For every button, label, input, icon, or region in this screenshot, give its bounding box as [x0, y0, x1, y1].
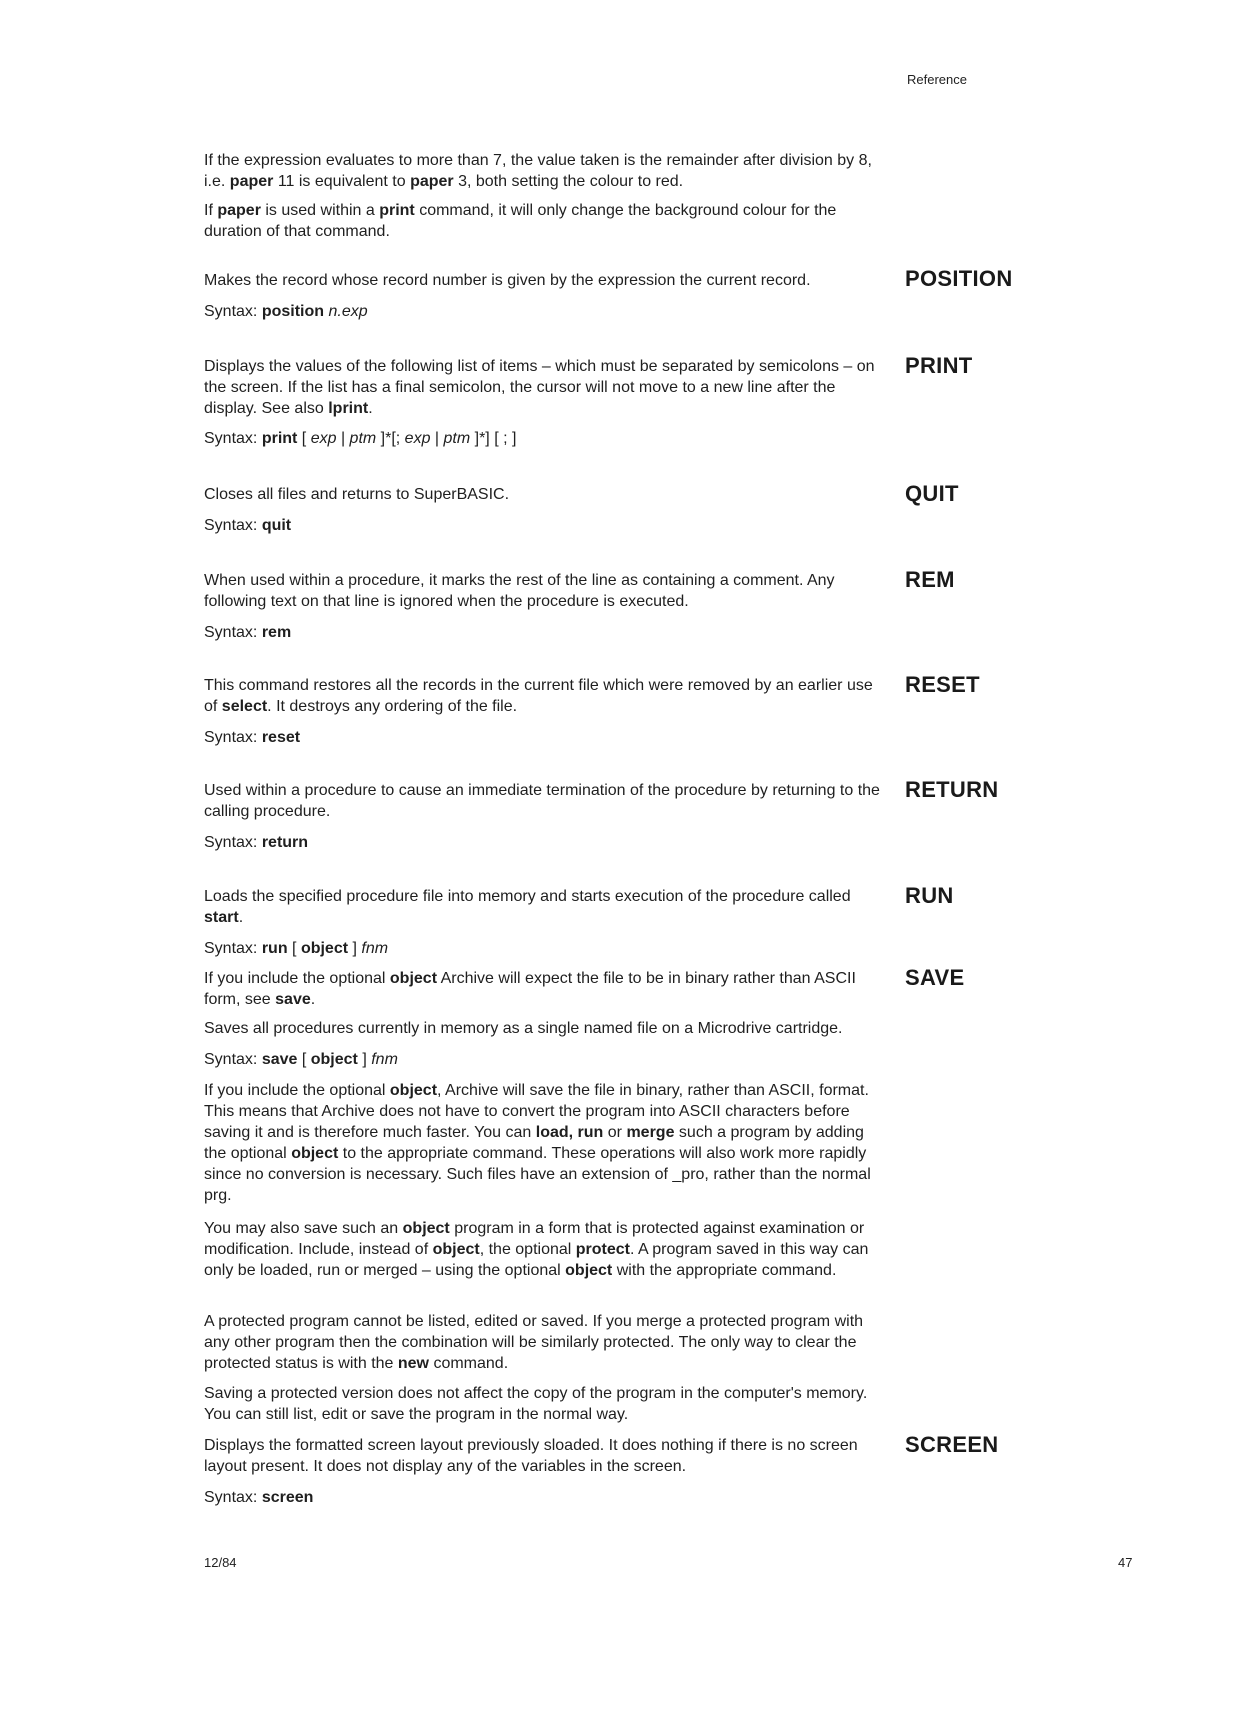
save-paragraph-2: You may also save such an object program in a form that is protected against examination or modification. Include, instead of object, the optional protect. A program saved in this way can only be loaded, run or merged – using the optional object with the appropriate command.: [204, 1220, 869, 1279]
run-object-note: If you include the optional object Archive will expect the file to be in binary rather than ASCII form, see save.: [204, 970, 856, 1008]
save-paragraph-4: Saving a protected version does not affect the copy of the program in the computer's memory. You can still list, edit or save the program in the normal way.: [204, 1385, 868, 1423]
position-syntax: Syntax: position n.exp: [204, 303, 368, 320]
screen-description: Displays the formatted screen layout previously sloaded. It does nothing if there is no screen layout present. It does not display any of the variables in the screen.: [204, 1437, 858, 1475]
keyword-quit: QUIT: [905, 481, 959, 506]
reset-syntax: Syntax: reset: [204, 729, 301, 746]
reset-description: This command restores all the records in the current file which were removed by an earlier use of select. It destroys any ordering of the file.: [204, 677, 873, 715]
screen-syntax: Syntax: screen: [204, 1489, 314, 1506]
return-syntax: Syntax: return: [204, 834, 309, 851]
keyword-run: RUN: [905, 883, 954, 908]
print-description: Displays the values of the following list of items – which must be separated by semicolons – on the screen. If the list has a final semicolon, the cursor will not move to a new line after the display. See also lprint.: [204, 358, 875, 417]
run-description: Loads the specified procedure file into memory and starts execution of the procedure called start.: [204, 888, 851, 926]
save-paragraph-3: A protected program cannot be listed, edited or saved. If you merge a protected program with any other program then the combination will be similarly protected. The only way to clear the protected status is with the new command.: [204, 1313, 864, 1372]
quit-syntax: Syntax: quit: [204, 517, 292, 534]
keyword-screen: SCREEN: [905, 1432, 999, 1457]
keyword-print: PRINT: [905, 353, 973, 378]
run-syntax: Syntax: run [ object ] fnm: [204, 940, 389, 957]
keyword-position: POSITION: [905, 266, 1013, 291]
keyword-return: RETURN: [905, 777, 999, 802]
rem-syntax: Syntax: rem: [204, 624, 292, 641]
keyword-reset: RESET: [905, 672, 980, 697]
return-description: Used within a procedure to cause an immediate termination of the procedure by returning to the calling procedure.: [204, 782, 880, 820]
quit-description: Closes all files and returns to SuperBASIC.: [204, 486, 510, 503]
save-paragraph-1: If you include the optional object, Archive will save the file in binary, rather than ASCII, format. This means that Archive does not have to convert the program into ASCII characters before saving it and is therefore much faster. You can load, run or merge such a program by adding the optional object to the appropriate command. These operations will also work more rapidly since no conversion is necessary. Such files have an extension of _pro, rather than the normal prg.: [204, 1082, 871, 1204]
paper-paragraph-1: If the expression evaluates to more than 7, the value taken is the remainder after division by 8, i.e. paper 11 is equivalent to paper 3, both setting the colour to red.: [204, 152, 872, 190]
keyword-save: SAVE: [905, 965, 965, 990]
print-syntax: Syntax: print [ exp | ptm ]*[; exp | ptm ]*] [ ; ]: [204, 430, 517, 447]
save-syntax: Syntax: save [ object ] fnm: [204, 1051, 398, 1068]
save-description: Saves all procedures currently in memory as a single named file on a Microdrive cartridge.: [204, 1020, 843, 1037]
rem-description: When used within a procedure, it marks the rest of the line as containing a comment. Any following text on that line is ignored when the procedure is executed.: [204, 572, 835, 610]
keyword-rem: REM: [905, 567, 955, 592]
running-header: Reference: [907, 72, 967, 87]
footer-date: 12/84: [204, 1555, 237, 1570]
position-description: Makes the record whose record number is given by the expression the current record.: [204, 272, 811, 289]
paper-paragraph-2: If paper is used within a print command, it will only change the background colour for the duration of that command.: [204, 202, 837, 240]
page-number: 47: [1118, 1555, 1133, 1570]
